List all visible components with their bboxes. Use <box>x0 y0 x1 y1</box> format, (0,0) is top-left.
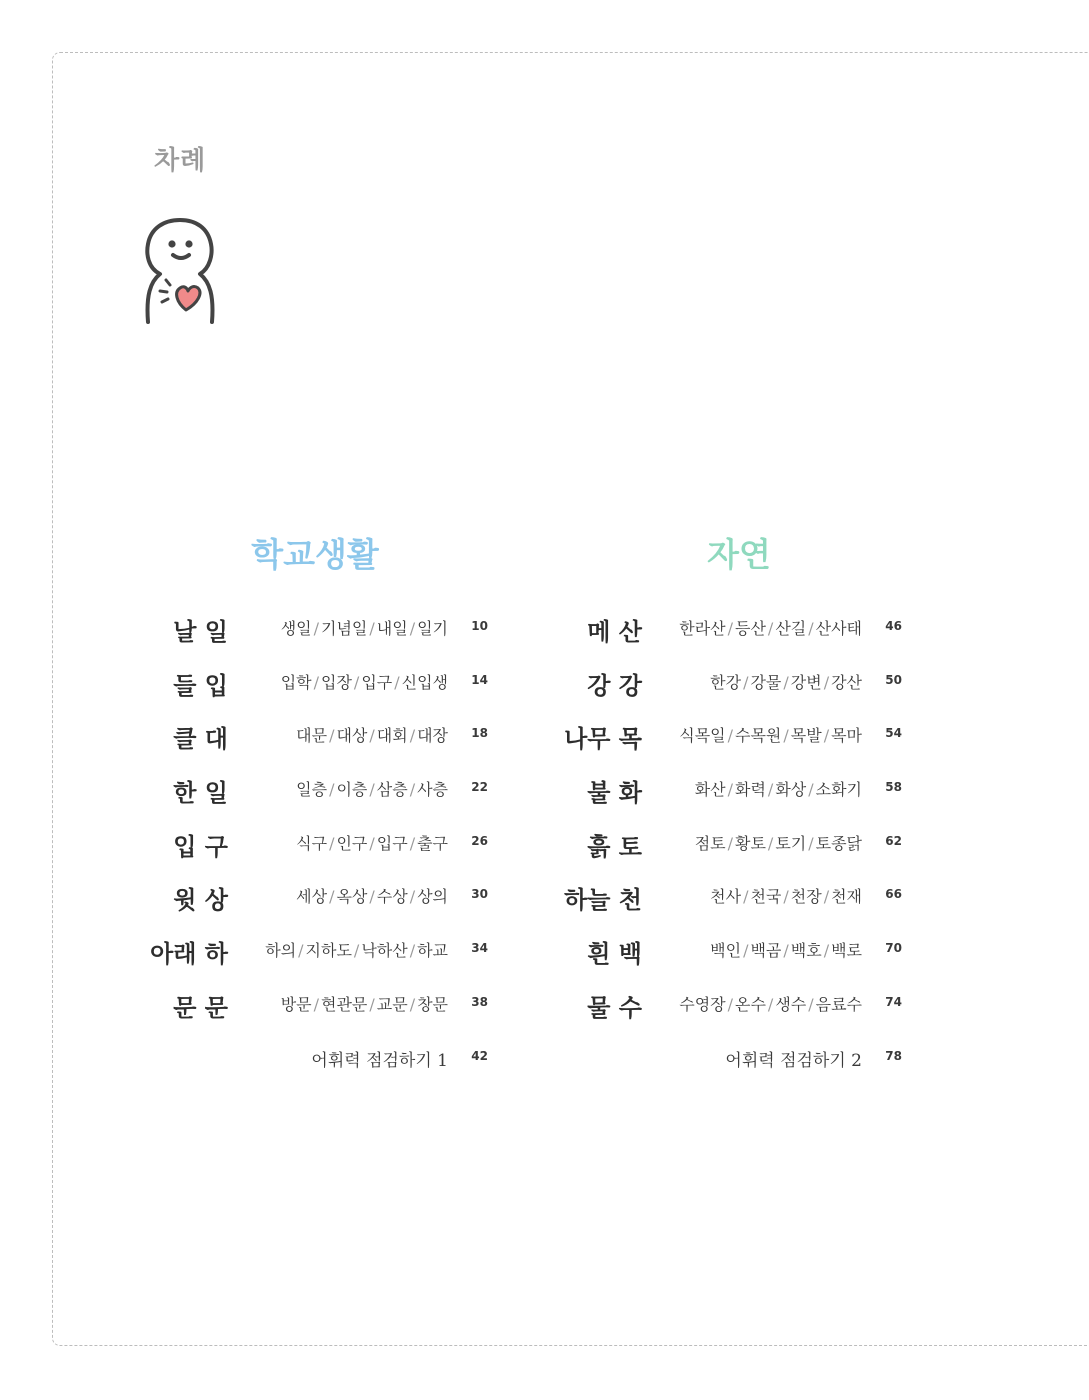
separator: / <box>767 619 774 638</box>
vocabulary-word: 내일 <box>376 619 408 638</box>
toc-entry[interactable] <box>150 715 490 769</box>
separator: / <box>409 619 416 638</box>
separator: / <box>783 726 789 746</box>
separator: / <box>298 941 304 961</box>
vocabulary-words <box>695 831 862 854</box>
toc-entry[interactable] <box>564 769 904 823</box>
separator: / <box>823 887 830 907</box>
hanja-character: 하늘 천 <box>564 886 642 915</box>
separator: / <box>783 941 789 961</box>
separator: / <box>727 994 733 1014</box>
review-label: 어휘력 점검하기 2 <box>725 1050 862 1071</box>
separator: / <box>823 941 830 961</box>
separator: / <box>409 887 416 907</box>
vocabulary-words <box>679 992 862 1015</box>
vocabulary-word: 일층 <box>296 780 328 800</box>
vocabulary-words <box>265 938 448 961</box>
toc-entry[interactable] <box>564 715 904 769</box>
separator: / <box>743 672 749 692</box>
vocabulary-word: 지하도 <box>305 941 352 961</box>
hanja-character: 윗 상 <box>173 886 228 915</box>
vocabulary-words <box>710 670 862 693</box>
separator: / <box>369 619 375 638</box>
vocabulary-words <box>296 723 448 746</box>
hanja-character: 흰 백 <box>587 940 642 969</box>
vocabulary-word: 생일 <box>280 619 312 638</box>
toc-entry[interactable] <box>150 876 490 930</box>
vocabulary-word: 천사 <box>710 887 742 907</box>
toc-entry[interactable] <box>150 930 490 984</box>
vocabulary-word: 현관문 <box>321 994 368 1014</box>
vocabulary-word: 입학 <box>280 672 312 692</box>
separator: / <box>767 994 774 1014</box>
vocabulary-word: 하의 <box>265 941 297 961</box>
page-number: 50 <box>885 672 902 687</box>
review-entry[interactable] <box>150 1038 490 1092</box>
separator: / <box>313 619 319 638</box>
vocabulary-word: 목마 <box>831 726 862 746</box>
toc-entry[interactable] <box>150 608 490 662</box>
toc-list <box>150 608 490 1091</box>
separator: / <box>409 941 416 961</box>
vocabulary-word: 옥상 <box>336 887 368 907</box>
separator: / <box>313 994 319 1014</box>
vocabulary-word: 산길 <box>775 619 807 638</box>
vocabulary-word: 목발 <box>790 726 822 746</box>
vocabulary-words <box>296 884 448 907</box>
separator: / <box>394 672 400 692</box>
separator: / <box>329 780 335 800</box>
separator: / <box>727 833 733 853</box>
hanja-character: 문 문 <box>173 993 228 1022</box>
vocabulary-word: 창문 <box>417 994 448 1014</box>
separator: / <box>409 780 416 800</box>
vocabulary-word: 화력 <box>735 780 766 800</box>
separator: / <box>313 672 319 692</box>
separator: / <box>369 887 375 907</box>
toc-entry[interactable] <box>150 984 490 1038</box>
vocabulary-words <box>679 616 862 639</box>
toc-entry[interactable] <box>564 876 904 930</box>
separator: / <box>369 994 375 1014</box>
vocabulary-word: 소화기 <box>815 780 862 800</box>
vocabulary-words <box>281 992 448 1015</box>
section-title: 학교생활 <box>251 535 379 574</box>
hanja-character: 날 일 <box>173 618 228 646</box>
page-title: 차례 <box>154 146 207 176</box>
vocabulary-word: 수상 <box>376 887 408 907</box>
hanja-character: 아래 하 <box>150 940 228 969</box>
separator: / <box>808 780 814 800</box>
page-number: 30 <box>471 887 488 902</box>
vocabulary-word: 생수 <box>775 994 807 1014</box>
toc-entry[interactable] <box>564 823 904 877</box>
vocabulary-word: 사층 <box>417 780 448 800</box>
page-number: 10 <box>471 619 488 633</box>
vocabulary-word: 백로 <box>831 941 862 961</box>
vocabulary-words <box>695 777 862 800</box>
vocabulary-word: 하교 <box>417 941 448 961</box>
vocabulary-word: 수영장 <box>679 994 726 1014</box>
vocabulary-word: 신입생 <box>401 672 448 692</box>
vocabulary-words <box>281 670 448 693</box>
vocabulary-word: 세상 <box>296 887 328 907</box>
vocabulary-words <box>710 884 862 907</box>
page-number: 46 <box>885 619 902 633</box>
separator: / <box>369 780 375 800</box>
vocabulary-word: 등산 <box>735 619 766 638</box>
vocabulary-word: 인구 <box>336 833 368 853</box>
vocabulary-word: 한라산 <box>679 619 726 638</box>
vocabulary-word: 화상 <box>775 780 807 800</box>
separator: / <box>808 994 814 1014</box>
vocabulary-word: 입장 <box>321 672 352 692</box>
vocabulary-word: 상의 <box>417 887 448 907</box>
vocabulary-word: 음료수 <box>815 994 862 1014</box>
separator: / <box>329 887 335 907</box>
hanja-character: 클 대 <box>173 725 228 754</box>
page-number: 14 <box>471 672 488 687</box>
vocabulary-word: 강변 <box>790 672 822 692</box>
toc-list <box>564 608 904 1091</box>
separator: / <box>409 726 416 746</box>
separator: / <box>409 994 416 1014</box>
page-number: 26 <box>471 833 488 848</box>
toc-entry[interactable] <box>564 662 904 716</box>
hanja-character: 강 강 <box>587 671 642 700</box>
page-number: 54 <box>885 726 902 741</box>
review-entry[interactable] <box>564 1038 904 1092</box>
vocabulary-word: 토종닭 <box>815 833 862 853</box>
vocabulary-word: 천장 <box>790 887 822 907</box>
vocabulary-word: 교문 <box>376 994 408 1014</box>
hanja-character: 입 구 <box>173 832 228 861</box>
vocabulary-word: 천국 <box>750 887 782 907</box>
vocabulary-word: 식구 <box>296 833 328 853</box>
separator: / <box>808 833 814 853</box>
separator: / <box>743 887 749 907</box>
page-number: 70 <box>885 941 902 956</box>
vocabulary-word: 출구 <box>417 833 448 853</box>
separator: / <box>727 726 733 746</box>
vocabulary-word: 백호 <box>790 941 822 961</box>
toc-entry[interactable] <box>150 769 490 823</box>
vocabulary-word: 기념일 <box>321 619 368 638</box>
page-number: 66 <box>885 887 902 902</box>
vocabulary-word: 대장 <box>417 726 448 746</box>
toc-entry[interactable] <box>564 984 904 1038</box>
vocabulary-word: 삼층 <box>376 780 408 800</box>
page-number: 78 <box>885 1048 902 1063</box>
vocabulary-word: 백인 <box>710 941 742 961</box>
vocabulary-word: 대상 <box>336 726 368 746</box>
vocabulary-word: 백곰 <box>750 941 782 961</box>
separator: / <box>808 619 814 638</box>
vocabulary-word: 토기 <box>775 833 807 853</box>
vocabulary-word: 대회 <box>376 726 408 746</box>
separator: / <box>767 780 774 800</box>
page-number: 74 <box>885 994 902 1009</box>
vocabulary-words <box>281 616 448 639</box>
vocabulary-words <box>296 777 448 800</box>
separator: / <box>353 672 360 692</box>
page-number: 34 <box>471 941 488 956</box>
separator: / <box>823 726 830 746</box>
vocabulary-word: 점토 <box>694 833 726 853</box>
section-title: 자연 <box>707 535 771 574</box>
vocabulary-word: 천재 <box>831 887 862 907</box>
hanja-character: 물 수 <box>587 993 642 1022</box>
hanja-character: 불 화 <box>587 779 642 808</box>
hanja-character: 메 산 <box>587 618 642 646</box>
toc-entry[interactable] <box>564 608 904 662</box>
vocabulary-word: 온수 <box>735 994 766 1014</box>
vocabulary-words <box>710 938 862 961</box>
vocabulary-word: 낙하산 <box>361 941 408 961</box>
vocabulary-word: 황토 <box>735 833 766 853</box>
toc-entry[interactable] <box>150 662 490 716</box>
separator: / <box>727 780 733 800</box>
separator: / <box>369 833 375 853</box>
separator: / <box>783 672 789 692</box>
vocabulary-word: 일기 <box>417 619 448 638</box>
vocabulary-words <box>679 723 862 746</box>
page-number: 62 <box>885 833 902 848</box>
mascot-heart-icon <box>138 214 224 330</box>
page-number: 58 <box>885 780 902 795</box>
vocabulary-words <box>296 831 448 854</box>
separator: / <box>329 833 335 853</box>
separator: / <box>409 833 416 853</box>
page-number: 22 <box>471 780 488 795</box>
page-number: 42 <box>471 1048 488 1063</box>
vocabulary-word: 입구 <box>361 672 393 692</box>
vocabulary-word: 방문 <box>280 994 312 1014</box>
vocabulary-word: 강물 <box>750 672 782 692</box>
vocabulary-word: 입구 <box>376 833 408 853</box>
separator: / <box>329 726 335 746</box>
toc-entry[interactable] <box>150 823 490 877</box>
review-label: 어휘력 점검하기 1 <box>311 1050 448 1071</box>
vocabulary-word: 식목일 <box>679 726 726 746</box>
separator: / <box>369 726 375 746</box>
separator: / <box>783 887 789 907</box>
separator: / <box>743 941 749 961</box>
page-number: 38 <box>471 994 488 1009</box>
separator: / <box>823 672 830 692</box>
toc-entry[interactable] <box>564 930 904 984</box>
separator: / <box>727 619 733 638</box>
vocabulary-word: 강산 <box>831 672 862 692</box>
page-number: 18 <box>471 726 488 741</box>
vocabulary-word: 산사태 <box>815 619 862 638</box>
vocabulary-word: 화산 <box>694 780 726 800</box>
hanja-character: 흙 토 <box>587 832 642 861</box>
vocabulary-word: 수목원 <box>735 726 782 746</box>
hanja-character: 들 입 <box>173 671 228 700</box>
hanja-character: 한 일 <box>173 779 228 808</box>
hanja-character: 나무 목 <box>564 725 642 754</box>
vocabulary-word: 한강 <box>710 672 742 692</box>
separator: / <box>353 941 360 961</box>
vocabulary-word: 이층 <box>336 780 368 800</box>
separator: / <box>767 833 774 853</box>
vocabulary-word: 대문 <box>296 726 328 746</box>
